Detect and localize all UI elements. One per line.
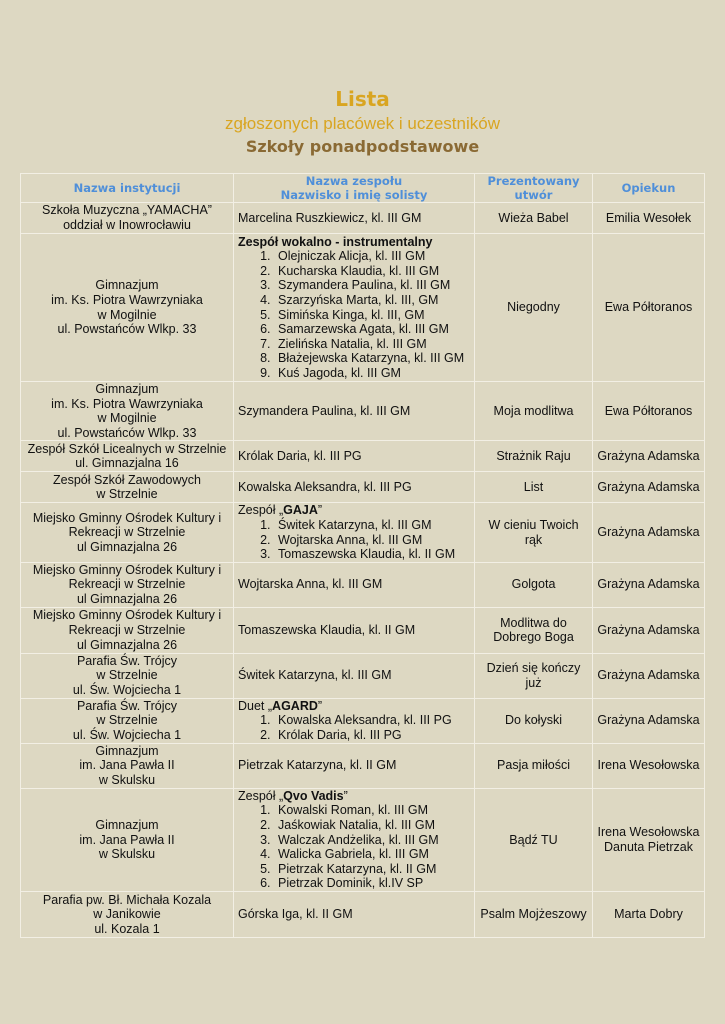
table-row	[21, 382, 705, 441]
piece-cell: Golgota	[475, 562, 593, 607]
document-category: Szkoły ponadpodstawowe	[245, 137, 480, 156]
institution-cell	[21, 743, 234, 788]
tutor-cell	[593, 382, 705, 441]
group-prefix: Zespół „	[238, 788, 284, 803]
participants-table	[20, 173, 705, 938]
institution-cell	[21, 382, 234, 441]
column-header-group-line1: Nazwa zespołu	[305, 174, 403, 188]
piece-cell: Bądź TU	[475, 788, 593, 891]
institution-line: Parafia pw. Bł. Michała Kozala	[42, 892, 212, 907]
member-item: 6. Samarzewska Agata, kl. III GM	[274, 322, 470, 337]
document-title: Lista	[335, 87, 390, 111]
institution-line: Parafia Św. Trójcy	[76, 698, 178, 713]
member-list	[238, 249, 470, 380]
column-header-tutor: Opiekun	[593, 174, 705, 203]
soloist-cell: Tomaszewska Klaudia, kl. II GM	[234, 607, 475, 653]
group-heading	[238, 503, 470, 518]
member-item: 3. Walczak Andżelika, kl. III GM	[274, 833, 470, 848]
institution-line: w Janikowie	[93, 907, 161, 922]
institution-line: Rekreacji w Strzelnie	[68, 622, 186, 637]
institution-line: ul. Powstańców Wlkp. 33	[57, 425, 197, 440]
member-item: 4. Walicka Gabriela, kl. III GM	[274, 847, 470, 862]
tutor-name: Irena Wesołowska	[597, 825, 700, 840]
soloist-cell: Górska Iga, kl. II GM	[234, 891, 475, 937]
group-suffix: ”	[317, 503, 323, 518]
institution-cell	[21, 234, 234, 382]
institution-line: Parafia Św. Trójcy	[76, 653, 178, 668]
tutor-cell	[593, 503, 705, 562]
group-cell	[234, 503, 475, 562]
institution-line: ul. Św. Wojciecha 1	[72, 728, 182, 743]
member-item: 3. Szymandera Paulina, kl. III GM	[274, 278, 470, 293]
member-item: 4. Szarzyńska Marta, kl. III, GM	[274, 293, 470, 308]
document-subtitle: zgłoszonych placówek i uczestników	[225, 114, 500, 133]
institution-line: Szkoła Muzyczna „YAMACHA”	[42, 203, 212, 218]
member-item: 3. Tomaszewska Klaudia, kl. II GM	[274, 547, 470, 562]
institution-cell	[21, 472, 234, 503]
institution-line: Rekreacji w Strzelnie	[68, 525, 186, 540]
institution-line: Gimnazjum	[95, 382, 159, 396]
group-heading	[238, 789, 470, 804]
column-header-institution: Nazwa instytucji	[21, 174, 234, 203]
institution-line: w Strzelnie	[96, 487, 158, 502]
soloist-cell: Królak Daria, kl. III PG	[234, 441, 475, 472]
table-row	[21, 743, 705, 788]
institution-cell	[21, 441, 234, 472]
table-row	[21, 891, 705, 937]
tutor-cell	[593, 743, 705, 788]
group-prefix: Zespół „	[238, 503, 284, 518]
table-row	[21, 203, 705, 234]
institution-line: im. Ks. Piotra Wawrzyniaka	[51, 292, 203, 307]
member-item: 8. Błażejewska Katarzyna, kl. III GM	[274, 351, 470, 366]
tutor-cell	[593, 234, 705, 382]
table-row	[21, 788, 705, 891]
group-name: Qvo Vadis	[283, 788, 344, 803]
member-list	[238, 803, 470, 891]
group-prefix: Duet „	[238, 698, 273, 713]
institution-line: ul Gimnazjalna 26	[76, 637, 178, 652]
tutor-name: Grażyna Adamska	[597, 622, 700, 637]
table-row	[21, 234, 705, 382]
institution-line: Gimnazjum	[95, 278, 159, 293]
institution-cell	[21, 891, 234, 937]
soloist-cell: Świtek Katarzyna, kl. III GM	[234, 653, 475, 698]
institution-line: ul Gimnazjalna 26	[76, 592, 178, 607]
soloist-cell: Wojtarska Anna, kl. III GM	[234, 562, 475, 607]
institution-line: w Strzelnie	[96, 713, 158, 728]
member-item: 6. Pietrzak Dominik, kl.IV SP	[274, 876, 470, 891]
member-list	[238, 713, 470, 742]
table-row	[21, 472, 705, 503]
institution-cell	[21, 562, 234, 607]
tutor-name: Grażyna Adamska	[597, 480, 700, 495]
institution-line: Miejsko Gminny Ośrodek Kultury i	[32, 510, 222, 525]
column-header-piece: Prezentowany utwór	[475, 174, 593, 203]
soloist-cell: Pietrzak Katarzyna, kl. II GM	[234, 743, 475, 788]
piece-cell: Psalm Mojżeszowy	[475, 891, 593, 937]
soloist-cell: Kowalska Aleksandra, kl. III PG	[234, 472, 475, 503]
member-item: 2. Jaśkowiak Natalia, kl. III GM	[274, 818, 470, 833]
institution-cell	[21, 653, 234, 698]
group-name: AGARD	[272, 698, 318, 713]
tutor-cell	[593, 891, 705, 937]
member-item: 2. Kucharska Klaudia, kl. III GM	[274, 264, 470, 279]
institution-line: Gimnazjum	[95, 817, 159, 832]
member-item: 5. Simińska Kinga, kl. III, GM	[274, 308, 470, 323]
tutor-name: Grażyna Adamska	[597, 525, 700, 540]
tutor-cell	[593, 653, 705, 698]
table-row	[21, 503, 705, 562]
member-item: 2. Wojtarska Anna, kl. III GM	[274, 533, 470, 548]
group-cell	[234, 698, 475, 743]
piece-cell: Dzień się kończy już	[475, 653, 593, 698]
institution-line: w Mogilnie	[97, 307, 157, 322]
institution-line: Rekreacji w Strzelnie	[68, 577, 186, 592]
tutor-name: Ewa Półtoranos	[604, 300, 693, 315]
institution-line: im. Jana Pawła II	[79, 758, 175, 773]
institution-line: w Mogilnie	[97, 411, 157, 426]
tutor-cell	[593, 607, 705, 653]
institution-line: ul. Kozala 1	[94, 921, 160, 936]
document-header	[0, 86, 725, 158]
table-row	[21, 653, 705, 698]
institution-line: w Skulsku	[98, 773, 156, 788]
tutor-cell	[593, 472, 705, 503]
member-item: 1. Olejniczak Alicja, kl. III GM	[274, 249, 470, 264]
piece-cell: Modlitwa do Dobrego Boga	[475, 607, 593, 653]
table-row	[21, 607, 705, 653]
institution-line: ul. Powstańców Wlkp. 33	[57, 322, 197, 337]
group-suffix: ”	[317, 698, 323, 713]
tutor-name: Grażyna Adamska	[597, 668, 700, 683]
institution-line: im. Ks. Piotra Wawrzyniaka	[51, 396, 203, 411]
tutor-cell	[593, 698, 705, 743]
group-cell	[234, 788, 475, 891]
institution-line: w Skulsku	[98, 847, 156, 862]
tutor-name: Grażyna Adamska	[597, 713, 700, 728]
group-heading	[238, 699, 470, 714]
table-body	[21, 203, 705, 938]
group-name: Zespół wokalno - instrumentalny	[238, 234, 433, 249]
piece-cell: Moja modlitwa	[475, 382, 593, 441]
soloist-cell: Marcelina Ruszkiewicz, kl. III GM	[234, 203, 475, 234]
tutor-name: Danuta Pietrzak	[604, 839, 693, 854]
piece-cell: Pasja miłości	[475, 743, 593, 788]
member-item: 1. Kowalska Aleksandra, kl. III PG	[274, 713, 470, 728]
institution-cell	[21, 503, 234, 562]
member-item: 9. Kuś Jagoda, kl. III GM	[274, 366, 470, 381]
soloist-cell: Szymandera Paulina, kl. III GM	[234, 382, 475, 441]
tutor-cell	[593, 441, 705, 472]
institution-line: Miejsko Gminny Ośrodek Kultury i	[32, 608, 222, 623]
group-suffix: ”	[343, 788, 348, 803]
table-row	[21, 562, 705, 607]
table-header-row	[21, 174, 705, 203]
tutor-name: Grażyna Adamska	[597, 577, 700, 592]
group-cell	[234, 234, 475, 382]
institution-line: Gimnazjum	[95, 743, 159, 758]
institution-line: Zespół Szkół Licealnych w Strzelnie	[27, 441, 227, 456]
tutor-name: Emilia Wesołek	[605, 210, 692, 225]
tutor-cell	[593, 203, 705, 234]
member-item: 5. Pietrzak Katarzyna, kl. II GM	[274, 862, 470, 877]
column-header-group	[234, 174, 475, 203]
tutor-name: Ewa Półtoranos	[604, 403, 693, 418]
member-item: 7. Zielińska Natalia, kl. III GM	[274, 337, 470, 352]
piece-cell: Wieża Babel	[475, 203, 593, 234]
piece-cell: Strażnik Raju	[475, 441, 593, 472]
institution-line: im. Jana Pawła II	[79, 832, 175, 847]
tutor-cell	[593, 562, 705, 607]
institution-cell	[21, 788, 234, 891]
tutor-name: Marta Dobry	[614, 907, 683, 922]
institution-cell	[21, 203, 234, 234]
tutor-cell	[593, 788, 705, 891]
institution-line: Miejsko Gminny Ośrodek Kultury i	[32, 562, 222, 577]
institution-line: ul. Gimnazjalna 16	[75, 456, 179, 471]
group-name: GAJA	[283, 503, 318, 518]
column-header-group-line2: Nazwisko i imię solisty	[280, 188, 428, 202]
piece-cell: W cieniu Twoich rąk	[475, 503, 593, 562]
piece-cell: List	[475, 472, 593, 503]
institution-line: oddział w Inowrocławiu	[63, 218, 191, 232]
piece-cell: Niegodny	[475, 234, 593, 382]
institution-line: Zespół Szkół Zawodowych	[53, 472, 201, 487]
institution-cell	[21, 698, 234, 743]
institution-cell	[21, 607, 234, 653]
tutor-name: Irena Wesołowska	[597, 758, 700, 773]
institution-line: ul. Św. Wojciecha 1	[72, 683, 182, 698]
piece-cell: Do kołyski	[475, 698, 593, 743]
institution-line: w Strzelnie	[96, 668, 158, 683]
tutor-name: Grażyna Adamska	[597, 449, 700, 464]
table-row	[21, 698, 705, 743]
group-heading	[238, 235, 470, 250]
member-item: 1. Kowalski Roman, kl. III GM	[274, 803, 470, 818]
institution-line: ul Gimnazjalna 26	[76, 539, 178, 554]
member-item: 1. Świtek Katarzyna, kl. III GM	[274, 518, 470, 533]
member-item: 2. Królak Daria, kl. III PG	[274, 728, 470, 743]
table-row	[21, 441, 705, 472]
member-list	[238, 518, 470, 562]
